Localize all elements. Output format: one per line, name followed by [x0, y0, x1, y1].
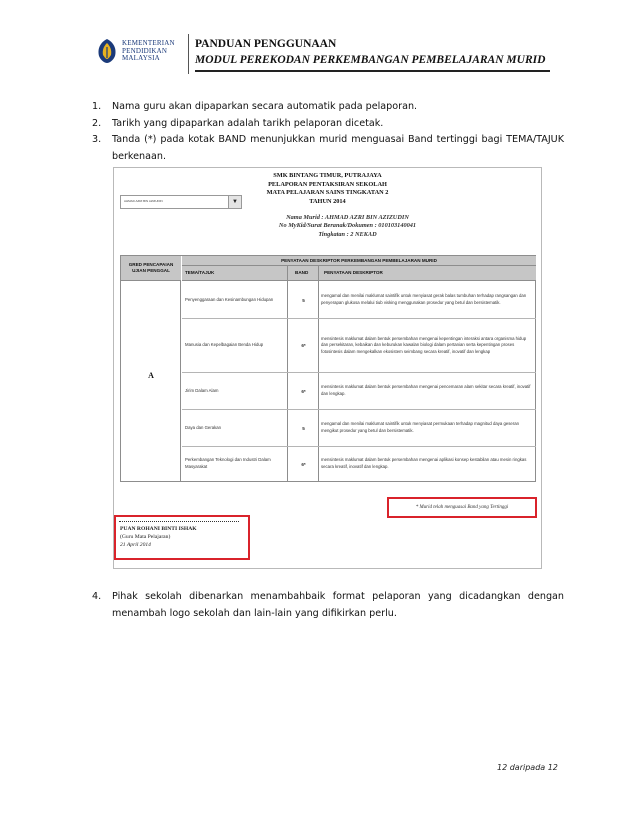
list-item: 2. Tarikh yang dipaparkan adalah tarikh pelaporan dicetak.: [92, 117, 384, 129]
title-line-2: MODUL PEREKODAN PERKEMBANGAN PEMBELAJARAN MURID: [195, 54, 546, 66]
student-info: [114, 214, 541, 239]
teacher-name: PUAN ROHANI BINTI ISHAK: [120, 526, 197, 532]
header-divider: [188, 34, 189, 74]
instruction-list: [92, 99, 564, 165]
col-header-band: BAND: [295, 270, 309, 275]
table-row: Penyenggaraan dan Kesinambungan Hidupan 5 mengamal dan menilai maklumat saintifik untuk menyiasat gerak balas tumbuhan terhadap rangsangan dan penyerapan glukosa melalui tiub visking menggunakan prosedur yang betul dan bersistematik.: [182, 282, 536, 319]
student-select-value: AHMAD AZRI BIN AZIZUDIN: [124, 199, 163, 203]
student-id: No MyKid/Surat Beranak/Dokumen : 010103140041: [278, 222, 417, 230]
logo-text: KEMENTERIAN PENDIDIKAN MALAYSIA: [122, 39, 175, 62]
table-row: Perkembangan Teknologi dan Industri Dalam Masyarakat 6* mensintesis maklumat dalam bentuk persembahan mengenai aplikasi konsep kestabilan atau mesin ringkas secara kreatif, inovatif dan lengkap.: [185, 457, 527, 469]
school-name: SMK BINTANG TIMUR, PUTRAJAYA: [273, 172, 382, 179]
table-row: Daya dan Gerakan 5 mengamal dan menilai maklumat saintifik untuk menyiasat permukaan terhadap magnitud daya geseran mengikut prosedur yang betul dan bersistematik.: [182, 410, 536, 447]
document-title: [195, 36, 545, 68]
teacher-signature-block: [114, 515, 250, 560]
band-note: * Murid telah menguasai Band yang Tertinggi: [387, 497, 537, 518]
column-headers: [182, 266, 536, 281]
gred-column: [121, 256, 181, 481]
table-row: Manusia dan Kepelbagaian Benda Hidup 6* mensintesis maklumat dalam bentuk persembahan mengenai kepentingan interaksi antara organisma hidup dan persekitaran, kebaikan dan keburukan kawalan biologi dalam pertanian serta kepentingan proses fotosintesis dalam mengekalkan ekosistem seimbang secara kreatif, inovatif dan lengkap: [182, 319, 536, 373]
list-item: 4. Pihak sekolah dibenarkan menambahbaik format pelaporan yang dicadangkan dengan menambah logo sekolah dan lain-lain yang difikirkan perlu.: [92, 591, 564, 619]
table-row: Jirim Dalam Alam 6* mensintesis maklumat dalam bentuk persembahan mengenai pencemaran alam sekitar secara kreatif, inovatif dan lengkap.: [182, 373, 536, 410]
report-screenshot: [113, 167, 542, 569]
chevron-down-icon[interactable]: ▼: [228, 196, 241, 208]
report-date: 21 April 2014: [120, 542, 151, 548]
report-subject: MATA PELAJARAN SAINS TINGKATAN 2: [266, 189, 389, 197]
signature-line: [119, 521, 239, 522]
teacher-role: (Guru Mata Pelajaran): [120, 534, 171, 540]
list-item: 3. Tanda (*) pada kotak BAND menunjukkan murid menguasai Band tertinggi bagi TEMA/TAJUK berkenaan.: [92, 134, 564, 162]
descriptor-table: [120, 255, 536, 482]
report-title: PELAPORAN PENTAKSIRAN SEKOLAH: [268, 180, 387, 188]
col-header-desc: PENYATAAN DESKRIPTOR: [324, 270, 383, 275]
report-year: TAHUN 2014: [309, 197, 346, 205]
student-select[interactable]: [120, 195, 242, 209]
student-class: Tingkatan : 2 NEKAD: [318, 230, 377, 238]
col-header-tema: TEMA/TAJUK: [185, 270, 215, 275]
gred-value: A: [148, 371, 154, 380]
ministry-emblem-icon: [95, 38, 119, 64]
page-number: 12 daripada 12: [497, 763, 558, 772]
gred-header: GRED PENCAPAIAN UJIAN PENGGAL: [121, 256, 181, 281]
header-rule: [195, 70, 550, 72]
title-line-1: PANDUAN PENGGUNAAN: [195, 38, 337, 50]
ministry-logo: [95, 38, 195, 68]
page-header: [95, 34, 550, 74]
penyataan-header: PENYATAAN DESKRIPTOR PERKEMBANGAN PEMBELAJARAN MURID: [182, 256, 536, 266]
student-name: Nama Murid : AHMAD AZRI BIN AZIZUDIN: [286, 214, 409, 221]
list-item: 1. Nama guru akan dipaparkan secara automatik pada pelaporan.: [92, 101, 418, 112]
